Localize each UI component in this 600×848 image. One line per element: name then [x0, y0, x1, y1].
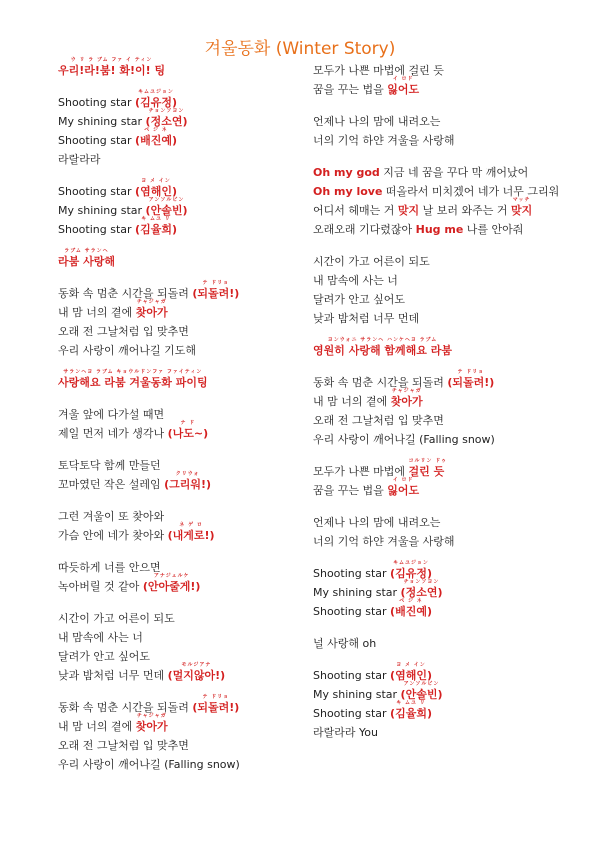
lyric-text: 우리 사랑이 깨어나길 (Falling snow): [58, 758, 240, 771]
lyric-text: (정소연): [400, 586, 443, 599]
lyric-line: [58, 625, 306, 644]
lyric-line: [58, 198, 306, 217]
lyric-text: (안솔빈): [400, 688, 443, 701]
lyric-text: (그리워!): [164, 478, 212, 491]
lyric-line: [58, 663, 306, 682]
page-title: 겨울동화 (Winter Story): [204, 39, 396, 59]
lyric-text: (내게로!): [167, 529, 215, 542]
lyric-text: 내 맘속에 사는 너: [58, 631, 143, 644]
lyric-text: 오래오래 기다렸잖아: [313, 223, 416, 236]
lyric-text: 꼬마였던 작은 설레임: [58, 478, 165, 491]
lyric-text: 라랄라라 You: [313, 726, 378, 739]
lyric-text: Shooting star: [58, 185, 136, 198]
lyric-line: [313, 478, 583, 497]
lyric-text: Shooting star: [313, 567, 391, 580]
lyric-text: (염해인): [390, 669, 432, 682]
lyric-text: 오래 전 그날처럼 입 맞추면: [58, 325, 189, 338]
lyric-callout: [192, 280, 240, 300]
lyric-line: [313, 561, 583, 580]
lyric-text: 찾아가: [135, 720, 168, 733]
lyric-line: [58, 300, 306, 319]
lyric-line: [58, 752, 306, 771]
lyric-line: [58, 644, 306, 663]
lyric-text: Shooting star: [58, 223, 136, 236]
lyric-line: [313, 306, 583, 325]
lyric-text: 내 맘 너의 곁에: [58, 306, 136, 319]
lyric-text: 지금 네 꿈을 꾸다 막 깨어났어: [379, 166, 529, 179]
lyric-line: [58, 574, 306, 593]
ruby-reading: チャジャガ: [391, 388, 422, 394]
stanza-gap: [58, 593, 306, 606]
stanza-gap: [58, 440, 306, 453]
lyric-line: [58, 249, 306, 268]
stanza-gap: [313, 236, 583, 249]
lyric-line: [58, 555, 306, 574]
lyric-line: [58, 370, 306, 389]
lyric-line: [313, 109, 583, 128]
lyric-callout: Oh my love: [313, 185, 383, 198]
lyric-line: [313, 370, 583, 389]
ruby-reading: キムユジョン: [393, 560, 429, 566]
lyric-text: My shining star: [313, 688, 401, 701]
lyric-text: 오래 전 그날처럼 입 맞추면: [58, 739, 189, 752]
lyric-line: [58, 421, 306, 440]
lyric-text: 걸린 듯: [408, 465, 445, 478]
lyric-callout: [58, 369, 208, 389]
lyric-text: 너의 기억 하얀 겨울을 사랑해: [313, 134, 455, 147]
lyric-callout: [164, 471, 212, 491]
stanza-gap: [313, 96, 583, 109]
lyric-text: Shooting star: [313, 669, 391, 682]
lyric-text: 시간이 가고 어른이 되도: [313, 255, 430, 268]
lyric-callout: [387, 477, 420, 497]
lyric-text: 날 보러 와주는 거: [419, 204, 512, 217]
lyric-text: (되돌려!): [192, 287, 240, 300]
lyric-text: 나를 안아줘: [463, 223, 524, 236]
lyric-callout: [313, 337, 452, 357]
lyric-text: (배진예): [135, 134, 177, 147]
lyric-text: (되돌려!): [447, 376, 495, 389]
lyric-line: [58, 128, 306, 147]
ruby-reading: アンソルビン: [148, 197, 185, 203]
lyric-text: Shooting star: [58, 96, 136, 109]
lyric-text: 따듯하게 너를 안으면: [58, 561, 161, 574]
lyric-text: (김율희): [390, 707, 432, 720]
ruby-reading: キ ムユ リ: [396, 700, 426, 706]
lyric-text: 맞지: [511, 204, 533, 217]
lyric-line: [313, 510, 583, 529]
lyrics-column-left: [58, 58, 306, 771]
ruby-reading: マッチ: [512, 197, 531, 203]
lyric-text: 사랑해요 라붐 겨울동화 파이팅: [58, 376, 208, 389]
lyric-text: Shooting star: [313, 707, 391, 720]
lyric-line: [58, 402, 306, 421]
stanza-gap: [58, 166, 306, 179]
lyric-text: 겨울 앞에 다가설 때면: [58, 408, 165, 421]
ruby-reading: アナジュルケ: [153, 573, 190, 579]
ruby-reading: チャジャガ: [136, 299, 167, 305]
stanza-gap: [313, 618, 583, 631]
lyric-text: 동화 속 멈춘 시간을 되돌려: [58, 287, 193, 300]
lyric-callout: [167, 420, 209, 440]
stanza-gap: [58, 77, 306, 90]
stanza-gap: [58, 682, 306, 695]
lyric-callout: [192, 694, 240, 714]
lyric-text: 낮과 밤처럼 너무 먼데: [58, 669, 168, 682]
ruby-reading: テ ドリョ: [202, 694, 230, 700]
ruby-reading: ラブム サランヘ: [64, 248, 109, 254]
lyric-line: [313, 408, 583, 427]
lyric-text: 동화 속 멈춘 시간을 되돌려: [58, 701, 193, 714]
lyric-callout: [135, 299, 168, 319]
stanza-gap: [313, 147, 583, 160]
lyric-text: 제일 먼저 네가 생각나: [58, 427, 168, 440]
lyric-line: [58, 319, 306, 338]
lyric-line: [313, 599, 583, 618]
lyric-line: [58, 523, 306, 542]
lyric-callout: [142, 573, 201, 593]
lyric-line: [313, 128, 583, 147]
lyric-line: [58, 58, 306, 77]
lyric-text: (멀지않아!): [167, 669, 226, 682]
lyric-callout: Hug me: [415, 223, 464, 236]
lyric-text: My shining star: [58, 115, 146, 128]
lyric-text: 꿈을 꾸는 법을: [313, 484, 388, 497]
ruby-reading: アンソルビン: [403, 681, 440, 687]
lyric-text: 낮과 밤처럼 너무 먼데: [313, 312, 420, 325]
lyric-text: 언제나 나의 맘에 내려오는: [313, 115, 441, 128]
stanza-gap: [313, 650, 583, 663]
ruby-reading: モルジアナ: [181, 662, 212, 668]
lyric-text: 동화 속 멈춘 시간을 되돌려: [313, 376, 448, 389]
lyric-callout: Oh my god: [313, 166, 380, 179]
stanza-gap: [313, 497, 583, 510]
lyric-text: 녹아버릴 것 같아: [58, 580, 143, 593]
lyric-line: [58, 714, 306, 733]
lyric-text: 라랄라라: [58, 153, 101, 166]
lyric-callout: [135, 216, 177, 236]
lyric-line: [313, 268, 583, 287]
lyric-line: [313, 160, 583, 179]
lyric-callout: [167, 522, 215, 542]
lyric-text: My shining star: [58, 204, 146, 217]
lyric-text: (배진예): [390, 605, 432, 618]
lyric-text: (나도~): [167, 427, 209, 440]
lyric-callout: [135, 127, 177, 147]
lyric-text: 너의 기억 하얀 겨울을 사랑해: [313, 535, 455, 548]
lyric-text: (김유정): [135, 96, 177, 109]
lyric-line: [58, 606, 306, 625]
stanza-gap: [313, 446, 583, 459]
lyric-text: (김율희): [135, 223, 177, 236]
stanza-gap: [313, 548, 583, 561]
lyric-callout: [167, 662, 226, 682]
lyrics-column-right: [313, 58, 583, 739]
lyric-text: 찾아가: [135, 306, 168, 319]
lyric-line: [58, 695, 306, 714]
lyric-text: 우리 사랑이 깨어나길 (Falling snow): [313, 433, 495, 446]
lyric-text: My shining star: [313, 586, 401, 599]
lyric-text: 떠올라서 미치겠어 네가 너무 그리워: [382, 185, 560, 198]
lyric-line: [313, 427, 583, 446]
lyric-text: 내 맘 너의 곁에: [58, 720, 136, 733]
lyric-line: [313, 179, 583, 198]
ruby-reading: ペ ジ ネ: [144, 127, 168, 133]
lyric-text: 언제나 나의 맘에 내려오는: [313, 516, 441, 529]
lyric-line: [313, 701, 583, 720]
lyric-line: [58, 504, 306, 523]
lyric-line: [313, 682, 583, 701]
ruby-reading: ヨ メ イン: [396, 662, 426, 668]
lyric-line: [313, 720, 583, 739]
lyric-text: 우리 사랑이 깨어나길 기도해: [58, 344, 197, 357]
lyric-text: 달려가 안고 싶어도: [58, 650, 151, 663]
ruby-reading: ヨンウォニ サランヘ ハンケヘヨ ラブム: [327, 337, 438, 343]
ruby-reading: キ ムユ リ: [141, 216, 171, 222]
ruby-reading: チャジャガ: [136, 713, 167, 719]
lyric-text: 찾아가: [390, 395, 423, 408]
ruby-reading: コルリン ドゥ: [408, 458, 448, 464]
lyric-line: [313, 58, 583, 77]
lyric-callout: [387, 76, 420, 96]
ruby-reading: イ ロド: [392, 76, 414, 82]
lyric-text: (안솔빈): [145, 204, 188, 217]
lyric-line: [58, 147, 306, 166]
lyric-text: 라붐 사랑해: [58, 255, 115, 268]
lyric-line: [58, 217, 306, 236]
lyric-line: [313, 580, 583, 599]
lyric-callout: [390, 700, 432, 720]
lyric-line: [58, 338, 306, 357]
ruby-reading: ヨ メ イン: [141, 178, 171, 184]
lyric-text: 영원히 사랑해 함께해요 라붐: [313, 344, 452, 357]
lyric-text: Shooting star: [313, 605, 391, 618]
lyric-text: 모두가 나쁜 마법에 걸린 듯: [313, 64, 444, 77]
lyric-text: (염해인): [135, 185, 177, 198]
ruby-reading: イ ロド: [392, 477, 414, 483]
lyric-callout: [135, 713, 168, 733]
lyric-text: (안아줄게!): [142, 580, 201, 593]
lyric-line: [58, 733, 306, 752]
lyric-text: 가슴 안에 네가 찾아와: [58, 529, 168, 542]
ruby-reading: テ ドリョ: [457, 369, 485, 375]
lyric-line: [313, 663, 583, 682]
ruby-reading: ネ ゲ ロ: [179, 522, 203, 528]
lyric-callout: [447, 369, 495, 389]
lyric-text: 내 맘속에 사는 너: [313, 274, 398, 287]
lyric-line: [313, 459, 583, 478]
lyric-text: 오래 전 그날처럼 입 맞추면: [313, 414, 444, 427]
ruby-reading: チョンソヨン: [148, 108, 185, 114]
ruby-reading: クリウォ: [175, 471, 200, 477]
lyric-callout: [511, 197, 533, 217]
lyric-text: 달려가 안고 싶어도: [313, 293, 406, 306]
lyric-callout: [390, 598, 432, 618]
lyric-text: 잃어도: [387, 83, 420, 96]
lyric-text: 그런 겨울이 또 찾아와: [58, 510, 165, 523]
lyric-callout: [58, 57, 166, 77]
lyric-callout: 맞지: [397, 204, 420, 217]
ruby-reading: キムユジョン: [138, 89, 174, 95]
ruby-reading: サランヘヨ ラブム キョウルドンファ ファイティン: [63, 369, 203, 375]
ruby-reading: ウ リ ラ ブム ファ イ ティン: [70, 57, 153, 63]
lyric-text: 어디서 헤매는 거: [313, 204, 398, 217]
ruby-reading: ナ ド: [180, 420, 196, 426]
ruby-reading: ペ ジ ネ: [399, 598, 423, 604]
lyric-text: 꿈을 꾸는 법을: [313, 83, 388, 96]
lyric-line: [58, 109, 306, 128]
lyric-line: [313, 338, 583, 357]
lyric-line: [313, 631, 583, 650]
ruby-reading: チョンソヨン: [403, 579, 440, 585]
lyric-text: (정소연): [145, 115, 188, 128]
lyric-text: 토닥토닥 함께 만들던: [58, 459, 161, 472]
ruby-reading: テ ドリョ: [202, 280, 230, 286]
lyric-line: [313, 249, 583, 268]
lyric-callout: [390, 388, 423, 408]
lyric-text: Shooting star: [58, 134, 136, 147]
lyric-line: [313, 389, 583, 408]
lyric-line: [58, 281, 306, 300]
lyric-line: [313, 77, 583, 96]
lyric-line: [58, 90, 306, 109]
lyric-line: [313, 198, 583, 217]
lyric-text: 널 사랑해 oh: [313, 637, 377, 650]
lyric-line: [313, 529, 583, 548]
stanza-gap: [58, 389, 306, 402]
lyric-text: 모두가 나쁜 마법에: [313, 465, 409, 478]
lyric-text: 우리!라!붐! 화!이! 팅: [58, 64, 166, 77]
lyric-text: (되돌려!): [192, 701, 240, 714]
lyric-text: 시간이 가고 어른이 되도: [58, 612, 175, 625]
stanza-gap: [58, 542, 306, 555]
lyric-line: [58, 179, 306, 198]
lyric-line: [58, 453, 306, 472]
stanza-gap: [58, 268, 306, 281]
lyric-line: [58, 472, 306, 491]
stanza-gap: [58, 491, 306, 504]
lyric-text: (김유정): [390, 567, 432, 580]
lyric-callout: [58, 248, 115, 268]
lyric-text: 잃어도: [387, 484, 420, 497]
lyric-line: [313, 217, 583, 236]
lyric-text: 내 맘 너의 곁에: [313, 395, 391, 408]
lyric-line: [313, 287, 583, 306]
